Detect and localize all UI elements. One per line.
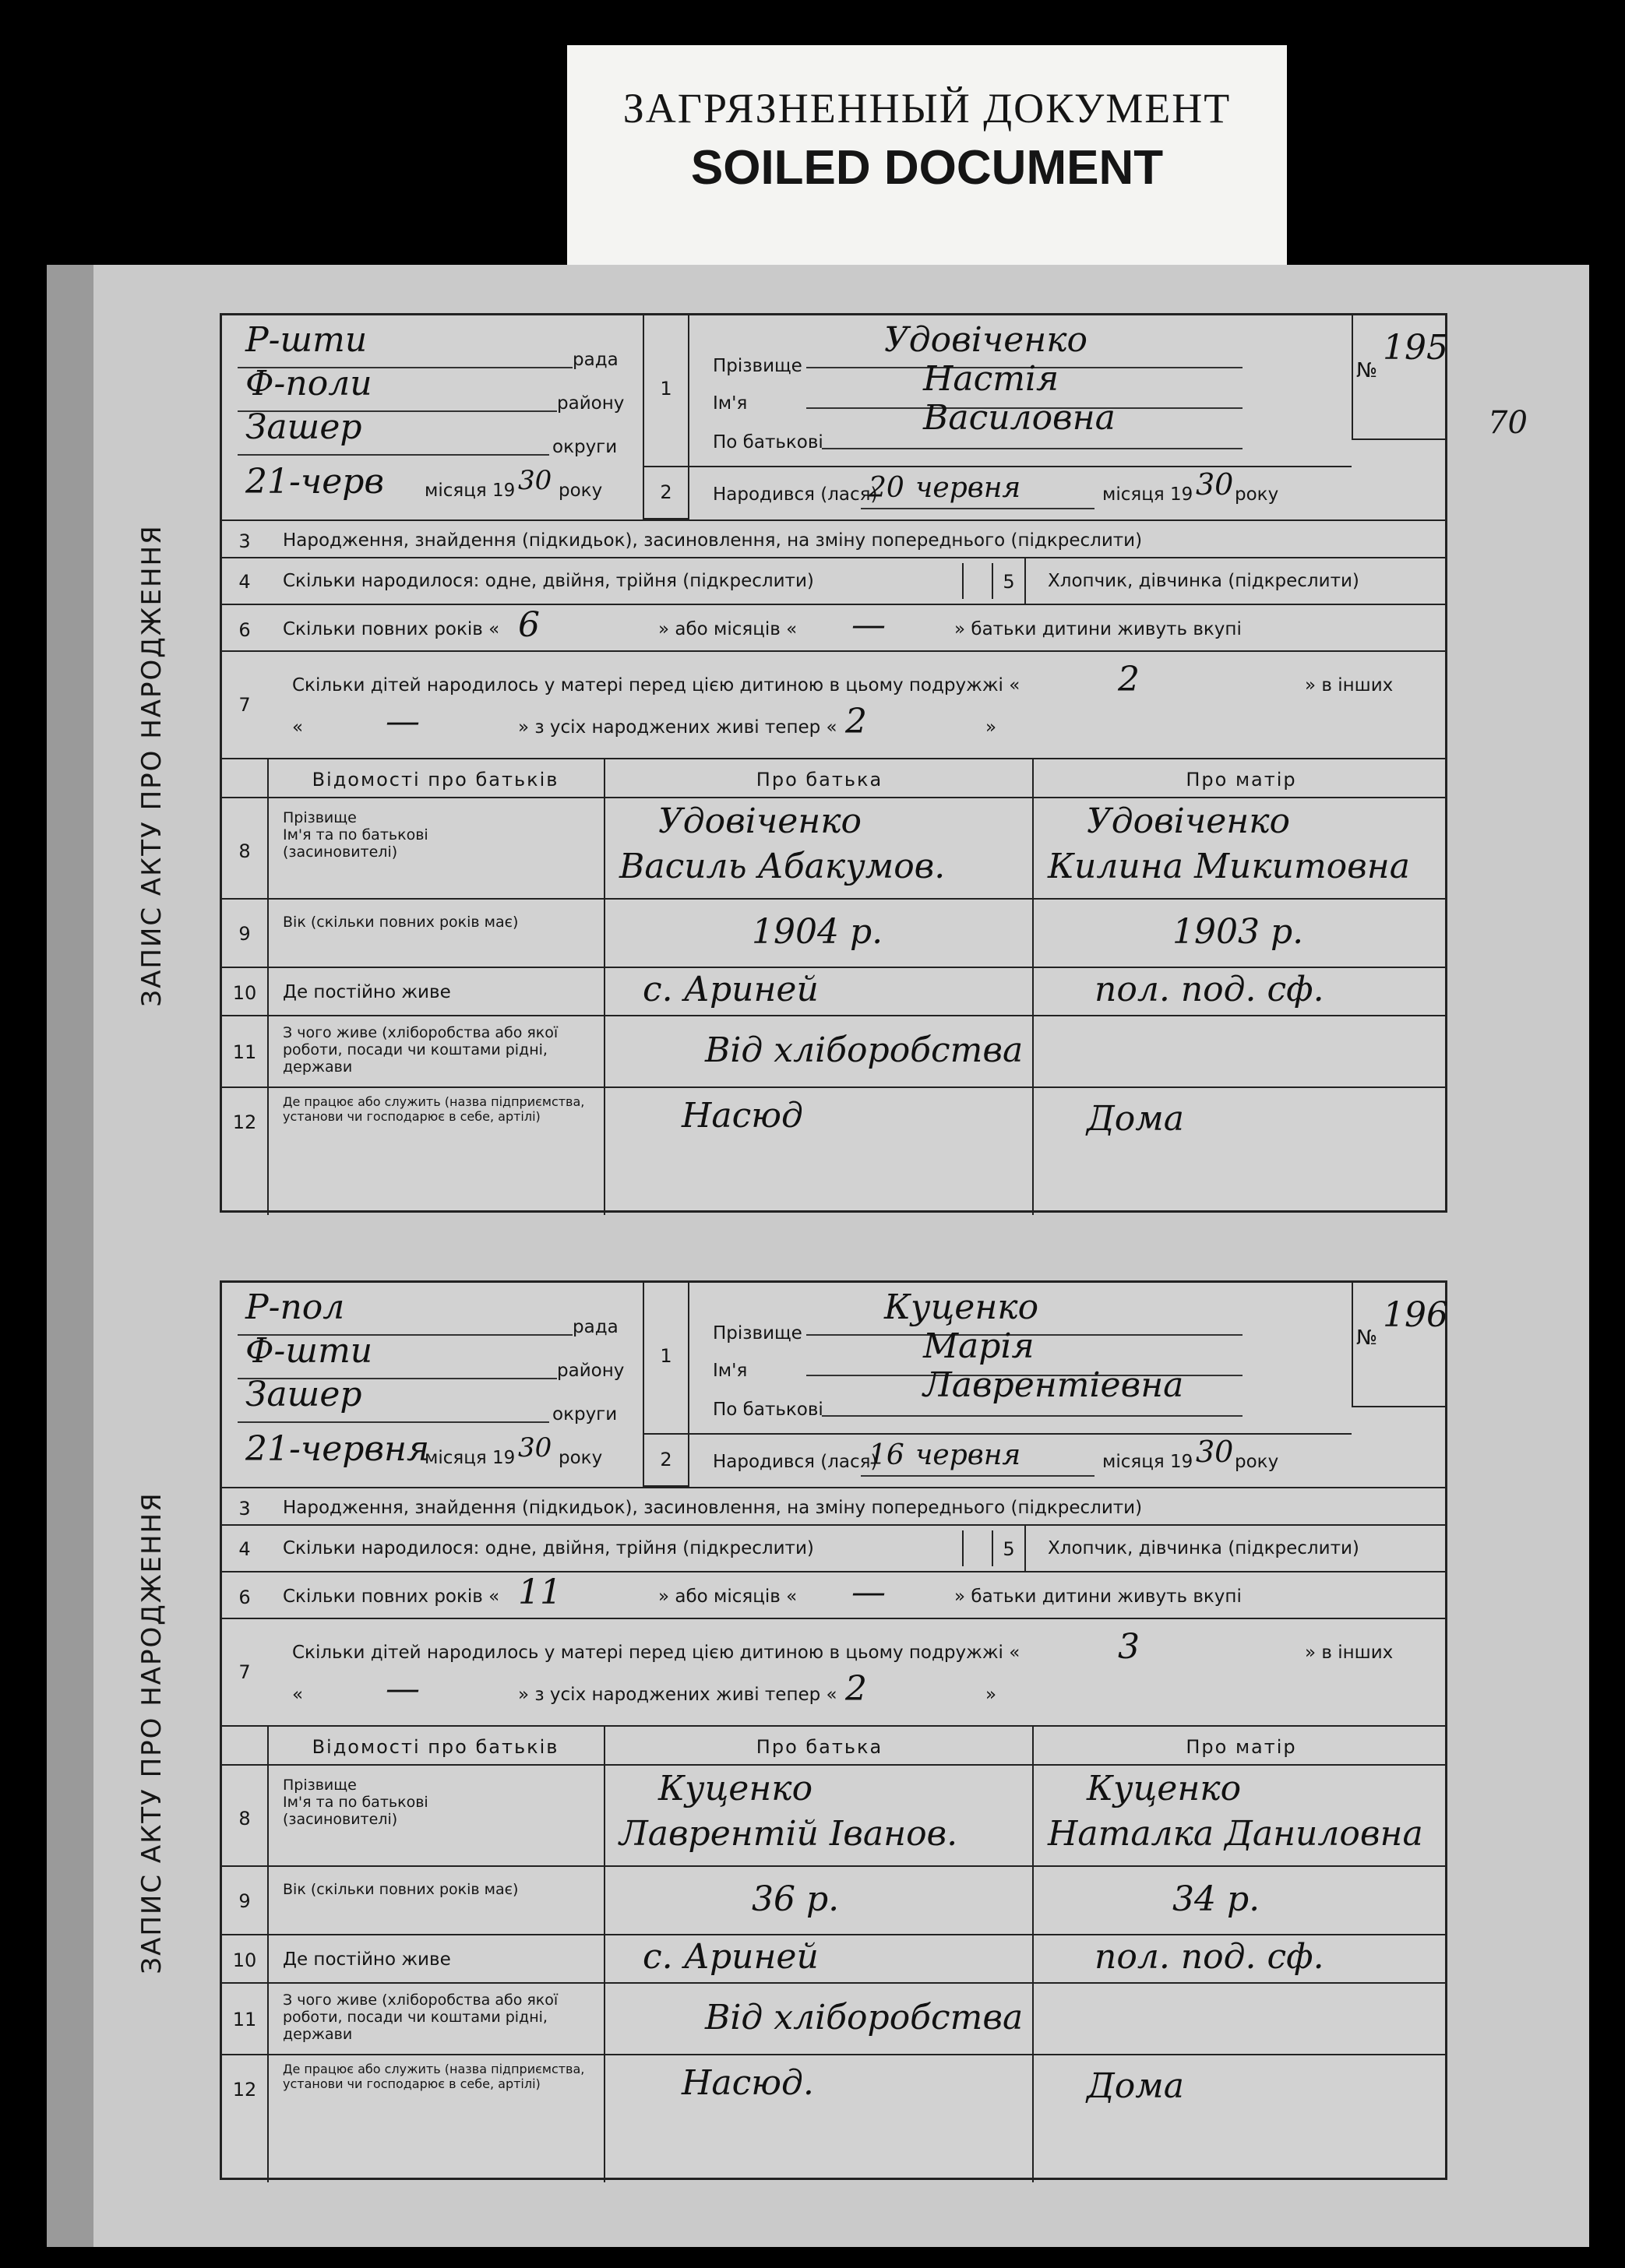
father-workplace: Насюд.: [682, 2063, 814, 2103]
patronymic-label: По батькові: [713, 1400, 823, 1420]
row-3: 3 Народження, знайдення (підкидьок), засиновлення, на зміну попереднього (підкреслити): [222, 1487, 1447, 1526]
council-label: рада: [573, 1317, 619, 1337]
banner-english: SOILED DOCUMENT: [690, 141, 1164, 195]
region-name: Зашер: [245, 1375, 362, 1414]
row-4-text: Скільки народилося: одне, двійня, трійня (підкреслити): [283, 571, 814, 591]
mother-residence: пол. под. сф.: [1094, 970, 1324, 1009]
birth-day: 20: [869, 472, 904, 504]
record-number-label: №: [1356, 359, 1378, 382]
father-residence: с. Ариней: [643, 1937, 819, 1977]
row-6-text-c: » батьки дитини живуть вкупі: [954, 619, 1242, 639]
father-name: Василь Абакумов.: [619, 847, 946, 886]
birth-year: 30: [1196, 467, 1234, 502]
years-together: 6: [518, 605, 540, 645]
row-7-text-c: «: [292, 717, 304, 738]
years-together: 11: [518, 1572, 562, 1612]
council-name: Р-пол: [245, 1287, 345, 1327]
row-6-text-a: Скільки повних років «: [283, 1587, 500, 1607]
birth-record-form: [136, 1280, 1448, 2180]
birth-record-form: [136, 313, 1448, 1213]
page-number-mark: 70: [1488, 405, 1528, 441]
children-before: 3: [1118, 1627, 1140, 1667]
row-11-livelihood: 11 З чого живе (хліборобства або якої роботи, посади чи коштами рідні, держави Від хліборобства: [222, 1984, 1447, 2055]
parents-info-header: Відомості про батьків: [312, 769, 559, 791]
row-11-label: З чого живе (хліборобства або якої роботи, посади чи коштами рідні, держави: [283, 1992, 559, 2043]
child-surname: Куценко: [884, 1287, 1039, 1327]
row-10-label: Де постійно живе: [283, 1949, 451, 1970]
mother-workplace: Дома: [1087, 1099, 1184, 1139]
father-surname: Куценко: [658, 1769, 813, 1808]
child-name: Марія: [923, 1326, 1035, 1366]
registration-year: 30: [518, 1432, 552, 1463]
row-12-label: Де працює або служить (назва підприємства, установи чи господарює в себе, артілі): [283, 2062, 585, 2091]
row-7-text-e: »: [985, 1685, 997, 1705]
father-age: 1904 р.: [752, 912, 883, 952]
birth-month: червня: [915, 472, 1021, 504]
father-age: 36 р.: [752, 1879, 840, 1919]
row-11-livelihood: 11 З чого живе (хліборобства або якої роботи, посади чи коштами рідні, держави Від хліборобства: [222, 1016, 1447, 1088]
children-other-marriages: —: [386, 702, 420, 741]
registration-month-label: місяця 19: [425, 1448, 516, 1468]
registration-year-label: року: [559, 481, 603, 501]
region-name: Зашер: [245, 407, 362, 447]
row-5-text: Хлопчик, дівчинка (підкреслити): [1048, 1538, 1359, 1558]
district-name: Ф-поли: [245, 364, 372, 403]
child-surname: Удовіченко: [884, 320, 1088, 360]
district-label: району: [557, 1361, 625, 1381]
child-name-block: [689, 1283, 1352, 1435]
row-7: 7 Скільки дітей народилось у матері перед цією дитиною в цьому подружжі « 3 » в інших « — » з усіх народжених живі тепер « 2 »: [222, 1619, 1447, 1727]
row-6: 6 Скільки повних років « 6 » або місяців « — » батьки дитини живуть вкупі: [222, 605, 1447, 652]
row-8-label: Прізвище Ім'я та по батькові (засиновителі): [283, 1777, 428, 1828]
child-name: Настія: [923, 359, 1059, 399]
father-livelihood: Від хліборобства: [705, 1998, 1024, 2037]
row-6-text-b: » або місяців «: [658, 619, 798, 639]
mother-surname: Куценко: [1087, 1769, 1242, 1808]
row-12-work: 12 Де працює або служить (назва підприємства, установи чи господарює в себе, артілі) Насюд Дома: [232, 1094, 1184, 1139]
row-10-residence: 10 Де постійно живе с. Ариней пол. под. сф.: [222, 1935, 1447, 1984]
children-alive-now: 2: [845, 1669, 867, 1709]
father-header: Про батька: [756, 1736, 883, 1758]
father-header: Про батька: [756, 769, 883, 791]
parents-info-header: Відомості про батьків: [312, 1736, 559, 1758]
born-label: Народився (лася): [713, 484, 878, 505]
father-livelihood: Від хліборобства: [705, 1030, 1024, 1070]
row-7-text-d: » з усіх народжених живі тепер «: [518, 717, 837, 738]
registry-location-block: [222, 315, 644, 519]
birth-year: 30: [1196, 1435, 1234, 1469]
district-name: Ф-шти: [245, 1331, 373, 1371]
row-8-names: 8 Прізвище Ім'я та по батькові (засиновителі) Удовіченко Василь Абакумов. Удовіченко Килина Микитовна: [222, 798, 1447, 900]
mother-name: Наталка Даниловна: [1048, 1814, 1423, 1854]
parents-header: [222, 1727, 1447, 1766]
children-other-marriages: —: [386, 1669, 420, 1709]
row-9-label: Вік (скільки повних років має): [283, 914, 519, 931]
region-label: округи: [552, 1404, 618, 1425]
record-number: 195: [1383, 328, 1448, 368]
row-4-5: 4 Скільки народилося: одне, двійня, трійня (підкреслити) 5 Хлопчик, дівчинка (підкреслити): [222, 1524, 1447, 1572]
row-7-text-a: Скільки дітей народилось у матері перед цією дитиною в цьому подружжі «: [292, 675, 1020, 696]
birth-date-row: [689, 467, 1447, 519]
row-7-text-e: »: [985, 717, 997, 738]
father-residence: с. Ариней: [643, 970, 819, 1009]
birth-month: червня: [915, 1439, 1021, 1471]
registration-month-label: місяця 19: [425, 481, 516, 501]
months-together: —: [851, 1572, 886, 1612]
children-before: 2: [1118, 660, 1140, 699]
row-7-text-a: Скільки дітей народилось у матері перед цією дитиною в цьому подружжі «: [292, 1643, 1020, 1663]
banner-russian: ЗАГРЯЗНЕННЫЙ ДОКУМЕНТ: [622, 85, 1232, 132]
district-label: району: [557, 393, 625, 414]
surname-label: Прізвище: [713, 356, 802, 376]
row-7-text-c: «: [292, 1685, 304, 1705]
row-6-text-a: Скільки повних років «: [283, 619, 500, 639]
row-3: 3 Народження, знайдення (підкидьок), засиновлення, на зміну попереднього (підкреслити): [222, 519, 1447, 558]
record-number: 196: [1383, 1295, 1448, 1335]
register-page: [47, 265, 1589, 2247]
mother-header: Про матір: [1186, 769, 1297, 791]
council-label: рада: [573, 350, 619, 370]
row-4-text: Скільки народилося: одне, двійня, трійня (підкреслити): [283, 1538, 814, 1558]
row-9-label: Вік (скільки повних років має): [283, 1881, 519, 1898]
child-name-block: [689, 315, 1352, 467]
soiled-document-banner: [567, 45, 1287, 268]
row-6: 6 Скільки повних років « 11 » або місяців « — » батьки дитини живуть вкупі: [222, 1572, 1447, 1619]
row-10-residence: 10 Де постійно живе с. Ариней пол. под. сф.: [222, 968, 1447, 1016]
row-7: 7 Скільки дітей народилось у матері перед цією дитиною в цьому подружжі « 2 » в інших « — » з усіх народжених живі тепер « 2 »: [222, 652, 1447, 759]
row-8-names: 8 Прізвище Ім'я та по батькові (засиновителі) Куценко Лаврентій Іванов. Куценко Наталка Даниловна: [222, 1766, 1447, 1867]
row-8-label: Прізвище Ім'я та по батькові (засиновителі): [283, 809, 428, 861]
form-side-title: ЗАПИС АКТУ ПРО НАРОДЖЕННЯ: [136, 1491, 167, 1974]
father-workplace: Насюд: [682, 1096, 803, 1136]
row-3-text: Народження, знайдення (підкидьок), засиновлення, на зміну попереднього (підкреслити): [283, 530, 1143, 551]
region-label: округи: [552, 437, 618, 457]
row-number-1: 1: [644, 1283, 689, 1435]
row-6-text-c: » батьки дитини живуть вкупі: [954, 1587, 1242, 1607]
registration-year-label: року: [559, 1448, 603, 1468]
row-3-text: Народження, знайдення (підкидьок), засиновлення, на зміну попереднього (підкреслити): [283, 1498, 1143, 1518]
row-9-age: 9 Вік (скільки повних років має) 36 р. 34 р.: [222, 1867, 1447, 1935]
father-name: Лаврентій Іванов.: [619, 1814, 958, 1854]
row-10-label: Де постійно живе: [283, 982, 451, 1002]
mother-workplace: Дома: [1087, 2066, 1184, 2106]
mother-residence: пол. под. сф.: [1094, 1937, 1324, 1977]
parents-header: [222, 759, 1447, 798]
children-alive-now: 2: [845, 702, 867, 741]
child-patronymic: Лаврентіевна: [923, 1365, 1184, 1405]
registration-day: 21-черв: [245, 462, 385, 502]
row-12-label: Де працює або служить (назва підприємства, установи чи господарює в себе, артілі): [283, 1094, 585, 1124]
birth-year-label: року: [1235, 1452, 1279, 1472]
mother-age: 1903 р.: [1172, 912, 1304, 952]
form-side-title: ЗАПИС АКТУ ПРО НАРОДЖЕННЯ: [136, 523, 167, 1007]
row-12-work: 12 Де працює або служить (назва підприємства, установи чи господарює в себе, артілі) Насюд. Дома: [232, 2062, 1184, 2106]
row-number-1: 1: [644, 315, 689, 467]
row-5-text: Хлопчик, дівчинка (підкреслити): [1048, 571, 1359, 591]
row-7-text-d: » з усіх народжених живі тепер «: [518, 1685, 837, 1705]
months-together: —: [851, 605, 886, 645]
mother-surname: Удовіченко: [1087, 801, 1291, 841]
row-11-label: З чого живе (хліборобства або якої роботи, посади чи коштами рідні, держави: [283, 1024, 559, 1076]
row-number-2: 2: [644, 467, 689, 519]
name-label: Ім'я: [713, 393, 748, 414]
born-label: Народився (лася): [713, 1452, 878, 1472]
mother-name: Килина Микитовна: [1048, 847, 1410, 886]
row-6-text-b: » або місяців «: [658, 1587, 798, 1607]
child-patronymic: Василовна: [923, 398, 1116, 438]
patronymic-label: По батькові: [713, 432, 823, 453]
row-9-age: 9 Вік (скільки повних років має) 1904 р. 1903 р.: [222, 900, 1447, 968]
birth-month-label: місяця 19: [1102, 484, 1193, 505]
record-number-label: №: [1356, 1326, 1378, 1350]
mother-age: 34 р.: [1172, 1879, 1260, 1919]
row-7-text-b: » в інших: [1305, 675, 1394, 696]
birth-year-label: року: [1235, 484, 1279, 505]
surname-label: Прізвище: [713, 1323, 802, 1344]
name-label: Ім'я: [713, 1361, 748, 1381]
birth-month-label: місяця 19: [1102, 1452, 1193, 1472]
registry-location-block: [222, 1283, 644, 1487]
birth-date-row: [689, 1435, 1447, 1487]
birth-day: 16: [869, 1439, 904, 1471]
mother-header: Про матір: [1186, 1736, 1297, 1758]
row-4-5: 4 Скільки народилося: одне, двійня, трійня (підкреслити) 5 Хлопчик, дівчинка (підкреслити): [222, 557, 1447, 605]
council-name: Р-шти: [245, 320, 368, 360]
registration-day: 21-червня: [245, 1429, 430, 1469]
row-number-2: 2: [644, 1435, 689, 1487]
registration-year: 30: [518, 465, 552, 496]
row-7-text-b: » в інших: [1305, 1643, 1394, 1663]
father-surname: Удовіченко: [658, 801, 862, 841]
